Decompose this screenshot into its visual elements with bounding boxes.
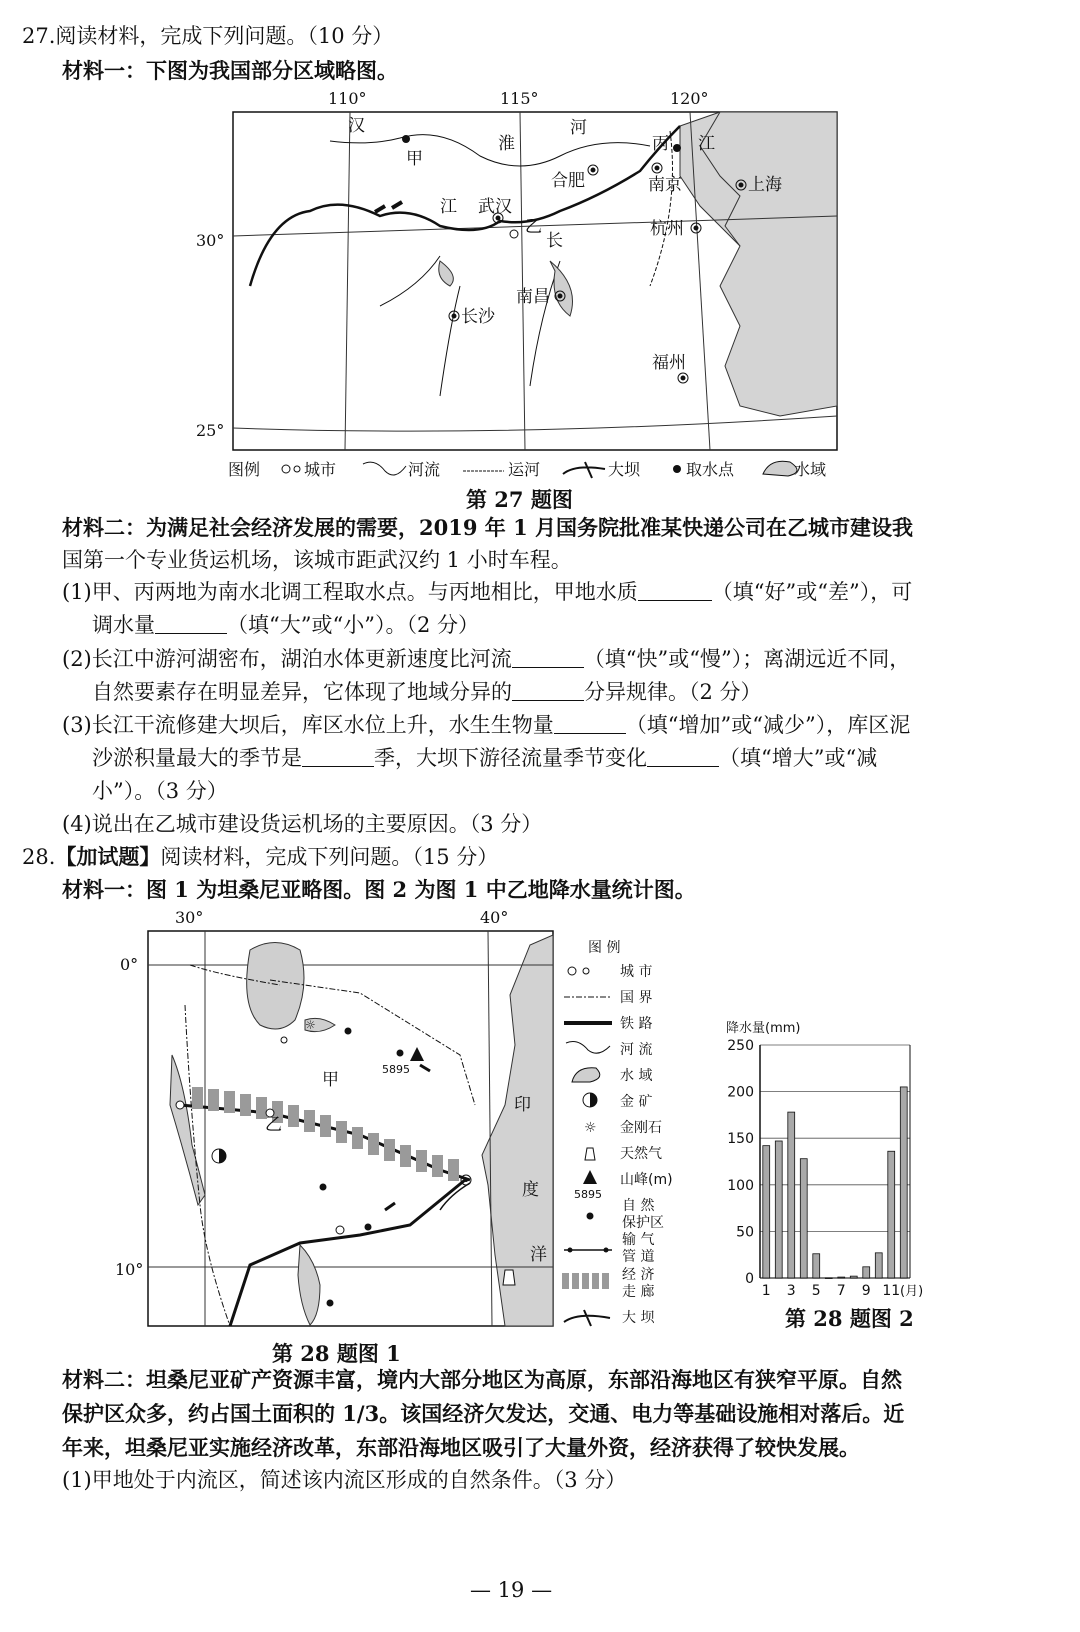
q28-map bbox=[110, 905, 570, 1365]
chart-ylabel: 降水量(mm) bbox=[726, 1021, 801, 1036]
x-tick-label: 3 bbox=[786, 1283, 796, 1299]
blank-6[interactable] bbox=[302, 746, 374, 767]
legend-dam: 大坝 bbox=[608, 460, 641, 479]
label-wuhan: 武汉 bbox=[478, 197, 512, 217]
bar-month-12 bbox=[900, 1087, 907, 1278]
q27-sub3-line2: 沙淤积量最大的季节是 季，大坝下游径流量季节变化 （填“增大”或“减 bbox=[92, 746, 878, 770]
legend2-reserve-2: 保护区 bbox=[622, 1215, 664, 1231]
lat-30: 30° bbox=[196, 231, 225, 250]
y-tick-label: 100 bbox=[727, 1177, 754, 1194]
q27-material2-line1: 材料二：为满足社会经济发展的需要，2019 年 1 月国务院批准某快递公司在乙城市建设我 bbox=[62, 515, 913, 540]
legend2-pipeline-2: 管 道 bbox=[622, 1249, 655, 1265]
q27-heading: 27.阅读材料，完成下列问题。（10 分） bbox=[22, 24, 394, 48]
bar-month-6 bbox=[825, 1278, 832, 1279]
legend2-river: 河 流 bbox=[620, 1042, 653, 1058]
q27-map bbox=[180, 86, 880, 486]
bar-month-8 bbox=[850, 1276, 857, 1278]
blank-2[interactable] bbox=[155, 613, 227, 634]
legend2-dam: 大 坝 bbox=[622, 1310, 655, 1326]
q28-material2-line3: 年来，坦桑尼亚实施经济改革，东部沿海地区吸引了大量外资，经济获得了较快发展。 bbox=[62, 1435, 860, 1460]
legend-intake: 取水点 bbox=[686, 460, 735, 479]
y-tick-label: 50 bbox=[736, 1224, 754, 1241]
lon-120: 120° bbox=[670, 89, 709, 108]
q27-sub1-line1: (1)甲、丙两地为南水北调工程取水点。与丙地相比，甲地水质 （填“好”或“差”），可 bbox=[62, 580, 913, 604]
blank-4[interactable] bbox=[512, 680, 584, 701]
x-tick-label: 5 bbox=[811, 1283, 821, 1299]
label-chang: 长 bbox=[546, 231, 563, 251]
q28-material1: 材料一：图 1 为坦桑尼亚略图。图 2 为图 1 中乙地降水量统计图。 bbox=[62, 877, 696, 902]
lon-110: 110° bbox=[328, 89, 367, 108]
label-changsha: 长沙 bbox=[461, 307, 495, 327]
y-tick-label: 250 bbox=[727, 1038, 754, 1054]
precipitation-chart bbox=[720, 1010, 924, 1300]
q28-material2-line1: 材料二：坦桑尼亚矿产资源丰富，境内大部分地区为高原，东部沿海地区有狭窄平原。自然 bbox=[62, 1367, 902, 1392]
page-number: — 19 — bbox=[470, 1578, 553, 1602]
svg-text:☼: ☼ bbox=[584, 1120, 597, 1136]
bar-month-9 bbox=[863, 1267, 870, 1278]
legend2-peak: 山峰(m) bbox=[620, 1172, 673, 1188]
x-tick-label: 7 bbox=[836, 1283, 846, 1299]
legend2-gold: 金 矿 bbox=[620, 1094, 653, 1110]
legend2-railway: 铁 路 bbox=[620, 1016, 653, 1032]
q28-material2-line2: 保护区众多，约占国土面积的 1/3。该国经济欠发达，交通、电力等基础设施相对落后。近 bbox=[62, 1401, 905, 1426]
legend-river: 河流 bbox=[408, 460, 441, 479]
q27-material1: 材料一：下图为我国部分区域略图。 bbox=[62, 58, 398, 83]
y-tick-label: 0 bbox=[745, 1271, 754, 1287]
lat-25: 25° bbox=[196, 421, 225, 440]
legend2-gas: 天然气 bbox=[620, 1146, 662, 1162]
bar-month-2 bbox=[775, 1141, 782, 1278]
q27-sub1-line2: 调水量 （填“大”或“小”）。（2 分） bbox=[92, 613, 479, 637]
ocean-2: 度 bbox=[522, 1180, 539, 1200]
ocean-1: 印 bbox=[514, 1095, 531, 1115]
ocean-3: 洋 bbox=[530, 1245, 547, 1265]
label-huai: 淮 bbox=[498, 134, 515, 154]
label-hefei: 合肥 bbox=[551, 171, 585, 191]
label-han: 汉 bbox=[348, 116, 365, 136]
label-jia: 甲 bbox=[406, 149, 423, 169]
label-nanchang: 南昌 bbox=[516, 287, 550, 307]
q27-sub2-line1: (2)长江中游河湖密布，湖泊水体更新速度比河流 （填“快”或“慢”）；离湖远近不同， bbox=[62, 647, 911, 671]
legend-canal: 运河 bbox=[508, 460, 541, 479]
q27-sub3-line3: 小”）。（3 分） bbox=[92, 779, 228, 803]
q28-map-caption: 第 28 题图 1 bbox=[272, 1341, 401, 1366]
x-tick-label: 1 bbox=[761, 1283, 771, 1299]
legend2-border: 国 界 bbox=[620, 990, 653, 1006]
bar-month-11 bbox=[888, 1151, 895, 1278]
peak-elevation: 5895 bbox=[382, 1063, 410, 1076]
label-he: 河 bbox=[570, 118, 587, 138]
legend2-corridor-1: 经 济 bbox=[622, 1267, 655, 1283]
bar-month-7 bbox=[838, 1277, 845, 1278]
y-tick-label: 200 bbox=[727, 1084, 754, 1101]
legend2-title: 图 例 bbox=[588, 940, 621, 956]
x-tick-label: 9 bbox=[861, 1283, 871, 1299]
label-jiang2: 江 bbox=[440, 197, 457, 217]
legend2-reserve-1: 自 然 bbox=[622, 1198, 655, 1214]
lat-0: 0° bbox=[120, 955, 139, 974]
bar-month-3 bbox=[788, 1112, 795, 1278]
bar-month-4 bbox=[800, 1159, 807, 1278]
q28-heading: 28.【加试题】阅读材料，完成下列问题。（15 分） bbox=[22, 844, 499, 869]
lon-30: 30° bbox=[175, 908, 204, 927]
chart-xlabel: (月) bbox=[900, 1284, 924, 1299]
label-nanjing: 南京 bbox=[648, 175, 682, 195]
label-yi: 乙 bbox=[525, 217, 542, 237]
legend2-corridor-2: 走 廊 bbox=[622, 1284, 655, 1300]
lon-40: 40° bbox=[480, 908, 509, 927]
q27-sub2-line2: 自然要素存在明显差异，它体现了地域分异的 分异规律。（2 分） bbox=[92, 680, 762, 704]
lat-10: 10° bbox=[115, 1260, 144, 1279]
legend2-peak-value: 5895 bbox=[574, 1188, 602, 1201]
lon-115: 115° bbox=[500, 89, 539, 108]
label-hangzhou: 杭州 bbox=[650, 219, 684, 239]
q27-map-caption: 第 27 题图 bbox=[466, 487, 573, 512]
label-fuzhou: 福州 bbox=[652, 353, 686, 373]
bar-month-1 bbox=[763, 1146, 770, 1278]
label-shanghai: 上海 bbox=[748, 175, 782, 195]
x-tick-label: 11 bbox=[882, 1283, 901, 1299]
q27-sub3-line1: (3)长江干流修建大坝后，库区水位上升，水生生物量 （填“增加”或“减少”），库区泥 bbox=[62, 713, 911, 737]
blank-3[interactable] bbox=[512, 647, 584, 668]
legend2-diamond: 金刚石 bbox=[620, 1120, 662, 1136]
legend2-water: 水 域 bbox=[620, 1068, 653, 1084]
legend2-city: 城 市 bbox=[620, 964, 653, 980]
q28-sub1: (1)甲地处于内流区，简述该内流区形成的自然条件。（3 分） bbox=[62, 1468, 627, 1492]
q27-material2-line2: 国第一个专业货运机场，该城市距武汉约 1 小时车程。 bbox=[62, 548, 572, 572]
label-bing: 丙 bbox=[652, 134, 669, 154]
label-jiang: 江 bbox=[698, 134, 715, 154]
label-jia-tz: 甲 bbox=[322, 1070, 339, 1090]
legend2-pipeline-1: 输 气 bbox=[622, 1232, 655, 1248]
legend-title: 图例 bbox=[228, 460, 261, 479]
blank-5[interactable] bbox=[554, 713, 626, 734]
blank-7[interactable] bbox=[647, 746, 719, 767]
label-yi-tz: 乙 bbox=[265, 1115, 282, 1135]
chart-caption: 第 28 题图 2 bbox=[785, 1306, 914, 1331]
svg-text:☼: ☼ bbox=[305, 1018, 316, 1032]
blank-1[interactable] bbox=[638, 580, 712, 601]
legend-city: 城市 bbox=[304, 460, 337, 479]
y-tick-label: 150 bbox=[727, 1131, 754, 1148]
bar-month-10 bbox=[875, 1253, 882, 1278]
legend-water: 水域 bbox=[794, 460, 827, 479]
bar-month-5 bbox=[813, 1254, 820, 1278]
q28-legend bbox=[560, 930, 700, 1330]
q27-sub4: (4)说出在乙城市建设货运机场的主要原因。（3 分） bbox=[62, 812, 543, 836]
